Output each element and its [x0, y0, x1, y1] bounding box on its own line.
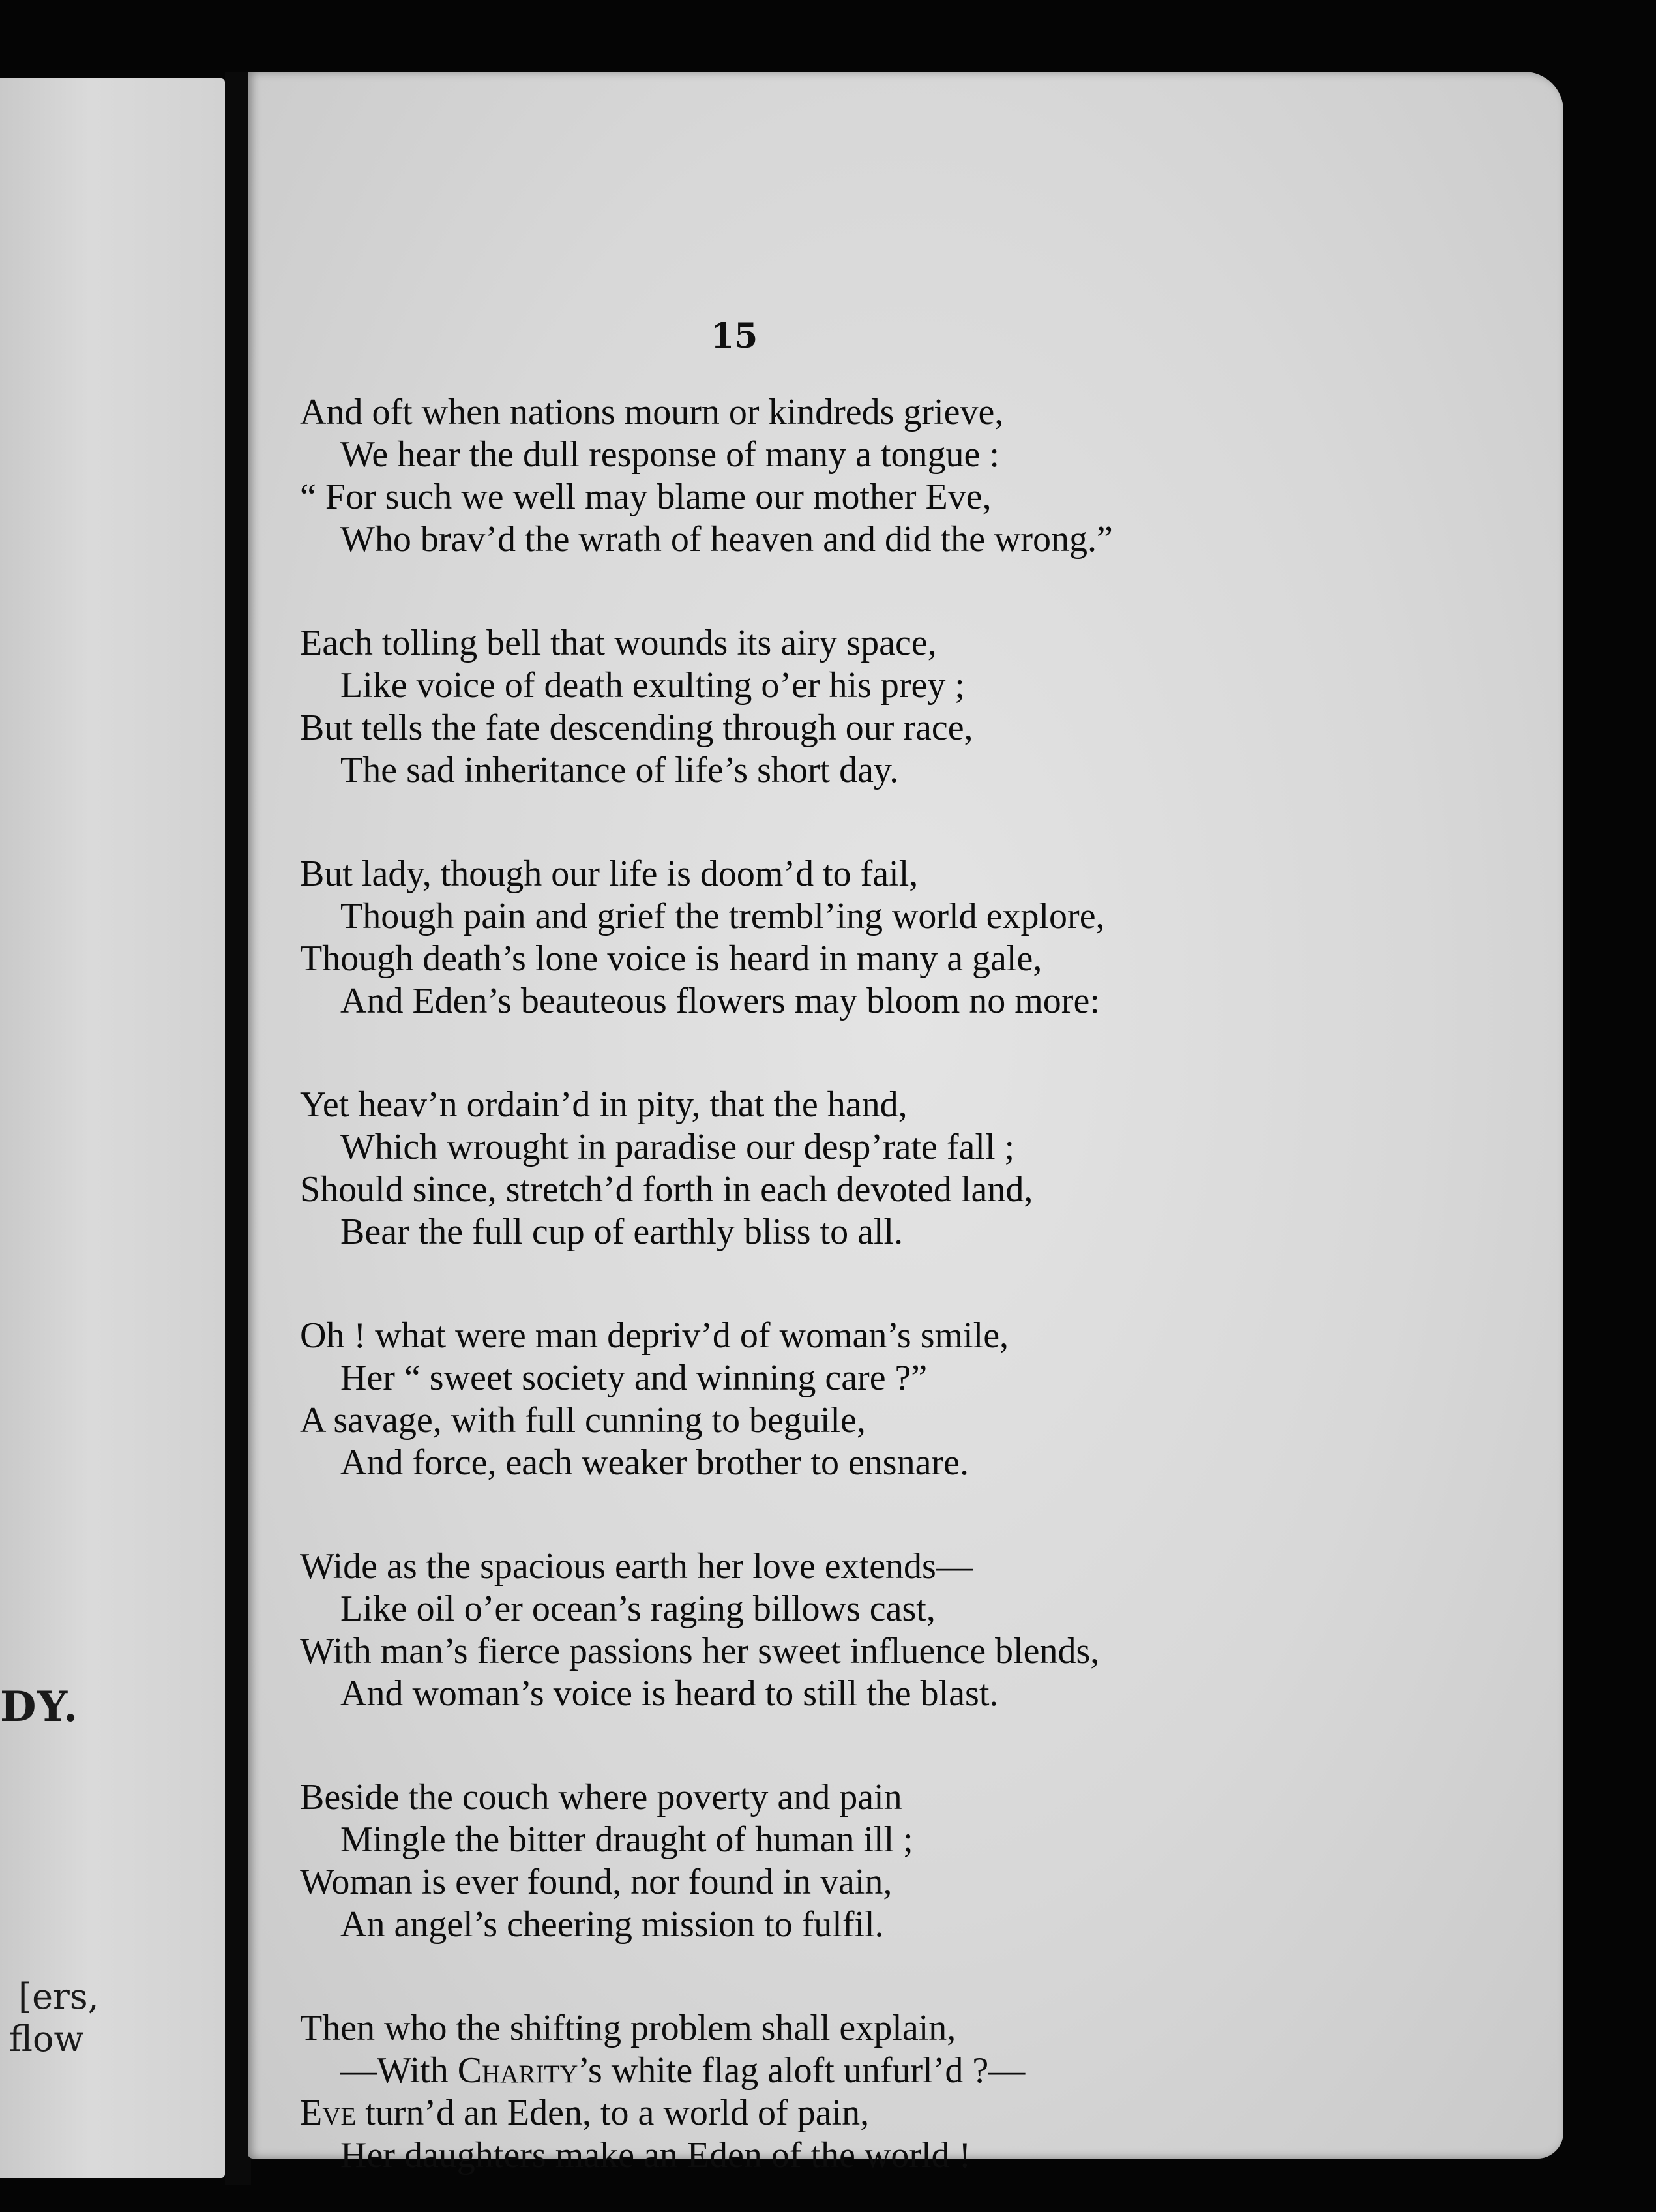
poem-line: With man’s fierce passions her sweet influence blends, [300, 1631, 1100, 1671]
left-page-heading-fragment: DY. [0, 1682, 80, 1731]
poem-line: And woman’s voice is heard to still the blast. [340, 1673, 999, 1714]
poem-line: “ For such we well may blame our mother Eve, [300, 477, 992, 517]
poem-line: Oh ! what were man depriv’d of woman’s smile, [300, 1315, 1009, 1356]
poem-text: turn’d an Eden, to a world of pain, [365, 2093, 870, 2133]
left-page-text-fragment: [ers, [18, 1976, 99, 2017]
stanza [300, 1315, 1278, 1484]
poem-line: And oft when nations mourn or kindreds grieve, [300, 392, 1004, 432]
poem-line: Mingle the bitter draught of human ill ; [340, 1819, 913, 1860]
poem-line: Should since, stretch’d forth in each devoted land, [300, 1169, 1033, 1210]
stanza [300, 1776, 1278, 1946]
poem-line: Though pain and grief the trembl’ing world explore, [340, 896, 1105, 936]
poem-line: An angel’s cheering mission to fulfil. [340, 1904, 884, 1945]
poem-text: ’s white flag aloft unfurl’d ?— [578, 2050, 1026, 2091]
poem-line: And force, each weaker brother to ensnare. [340, 1442, 969, 1483]
stanza [300, 1546, 1278, 1715]
poem-line: Beside the couch where poverty and pain [300, 1777, 902, 1817]
page-number: 15 [711, 316, 758, 356]
poem-line: Woman is ever found, nor found in vain, [300, 1862, 893, 1902]
poem-line: Who brav’d the wrath of heaven and did the wrong.” [340, 519, 1113, 560]
poem-line: Though death’s lone voice is heard in many a gale, [300, 938, 1042, 979]
poem-line: A savage, with full cunning to beguile, [300, 1400, 866, 1441]
stanza [300, 853, 1278, 1023]
poem-line: The sad inheritance of life’s short day. [340, 750, 899, 790]
stanza [300, 2007, 1278, 2177]
poem-line: Like oil o’er ocean’s raging billows cast, [340, 1589, 936, 1629]
poem-line [300, 2050, 1278, 2092]
poem-line: Then who the shifting problem shall explain, [300, 2008, 956, 2048]
poem-text: —With [340, 2050, 449, 2091]
small-caps-word: Eve [300, 2093, 357, 2133]
poem-line: But tells the fate descending through our race, [300, 708, 973, 748]
poem-line: Bear the full cup of earthly bliss to all. [340, 1212, 904, 1252]
left-page-text-fragment: flow [9, 2018, 84, 2059]
poem-line: But lady, though our life is doom’d to fail, [300, 854, 919, 894]
poem-line: We hear the dull response of many a tongue : [340, 434, 999, 475]
poem-line: Wide as the spacious earth her love extends— [300, 1546, 973, 1587]
poem-line: Which wrought in paradise our desp’rate fall ; [340, 1127, 1015, 1167]
left-facing-page [0, 78, 225, 2178]
poem-line: Yet heav’n ordain’d in pity, that the hand, [300, 1084, 908, 1125]
poem-line: Each tolling bell that wounds its airy space, [300, 623, 937, 663]
stanza [300, 1084, 1278, 1253]
small-caps-word: Charity [457, 2050, 578, 2091]
poem-line [300, 2092, 1278, 2134]
book-gutter [225, 72, 251, 2185]
poem-line: Her “ sweet society and winning care ?” [340, 1358, 928, 1398]
poem-body [300, 391, 1278, 2212]
stanza [300, 622, 1278, 792]
poem-line: And Eden’s beauteous flowers may bloom no more: [340, 981, 1100, 1021]
poem-line: Her daughters make an Eden of the world ! [340, 2135, 971, 2175]
stanza [300, 391, 1278, 561]
poem-line: Like voice of death exulting o’er his prey ; [340, 665, 965, 706]
